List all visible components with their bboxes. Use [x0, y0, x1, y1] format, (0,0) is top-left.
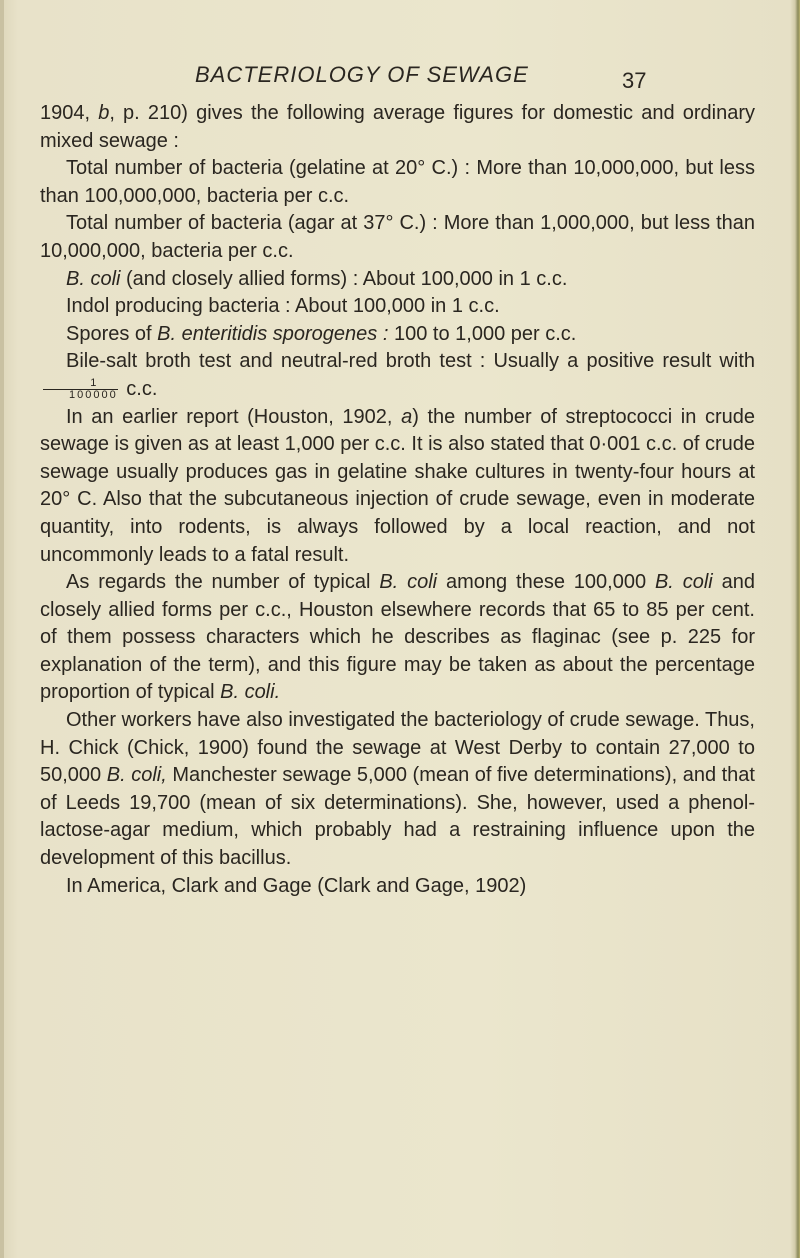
paragraph: Spores of B. enteritidis sporogenes : 100 to 1,000 per c.c.: [66, 322, 577, 345]
paragraph: Indol producing bacteria : About 100,000 in 1 c.c.: [66, 295, 500, 318]
paragraph: Other workers have also investigated the bacteriology of crude sewage. Thus, H. Chick (Chick, 1900) found the sewage at West Derby to contain 27,000 to 50,000 B. coli, Manchester sewage 5,000 (mean of five determinations), and that of Leeds 19,700 (mean of six determinations). She, however, used a phenol-lactose-agar medium, which probably had a restraining influence upon the development of this bacillus.: [40, 709, 755, 870]
paragraph: B. coli (and closely allied forms) : About 100,000 in 1 c.c.: [66, 267, 568, 290]
paragraph: Total number of bacteria (gelatine at 20° C.) : More than 10,000,000, but less than 100,000,000, bacteria per c.c.: [40, 157, 755, 207]
page-left-edge: [0, 0, 4, 1258]
paragraph: In an earlier report (Houston, 1902, a) the number of streptococci in crude sewage is given as at least 1,000 per c.c. It is also stated that 0·001 c.c. of crude sewage usually produces gas in gelatine shake cultures in twenty-four hours at 20° C. Also that the subcutaneous injection of crude sewage, even in moderate quantity, into rodents, is always followed by a local reaction, and not uncommonly leads to a fatal result.: [40, 405, 755, 566]
fraction: $\frac{1}{100000}$: [43, 378, 118, 401]
paragraph: Bile-salt broth test and neutral-red broth test : Usually a positive result with $\frac{1}{100000}$ c.c.: [40, 348, 755, 403]
page-right-edge: [790, 0, 800, 1258]
paragraph: Total number of bacteria (agar at 37° C.) : More than 1,000,000, but less than 10,000,000, bacteria per c.c.: [40, 212, 755, 262]
body-text: [40, 100, 755, 900]
page-header: [0, 62, 800, 92]
page-number: 37: [622, 68, 647, 93]
running-head: BACTERIOLOGY OF SEWAGE: [195, 62, 529, 87]
paragraph: 1904, b, p. 210) gives the following average figures for domestic and ordinary mixed sewage :: [40, 102, 755, 152]
paragraph: As regards the number of typical B. coli among these 100,000 B. coli and closely allied forms per c.c., Houston elsewhere records that 65 to 85 per cent. of them possess characters which he describes as flaginac (see p. 225 for explanation of the term), and this figure may be taken as about the percentage proportion of typical B. coli.: [40, 571, 755, 704]
paragraph: In America, Clark and Gage (Clark and Gage, 1902): [66, 874, 527, 897]
